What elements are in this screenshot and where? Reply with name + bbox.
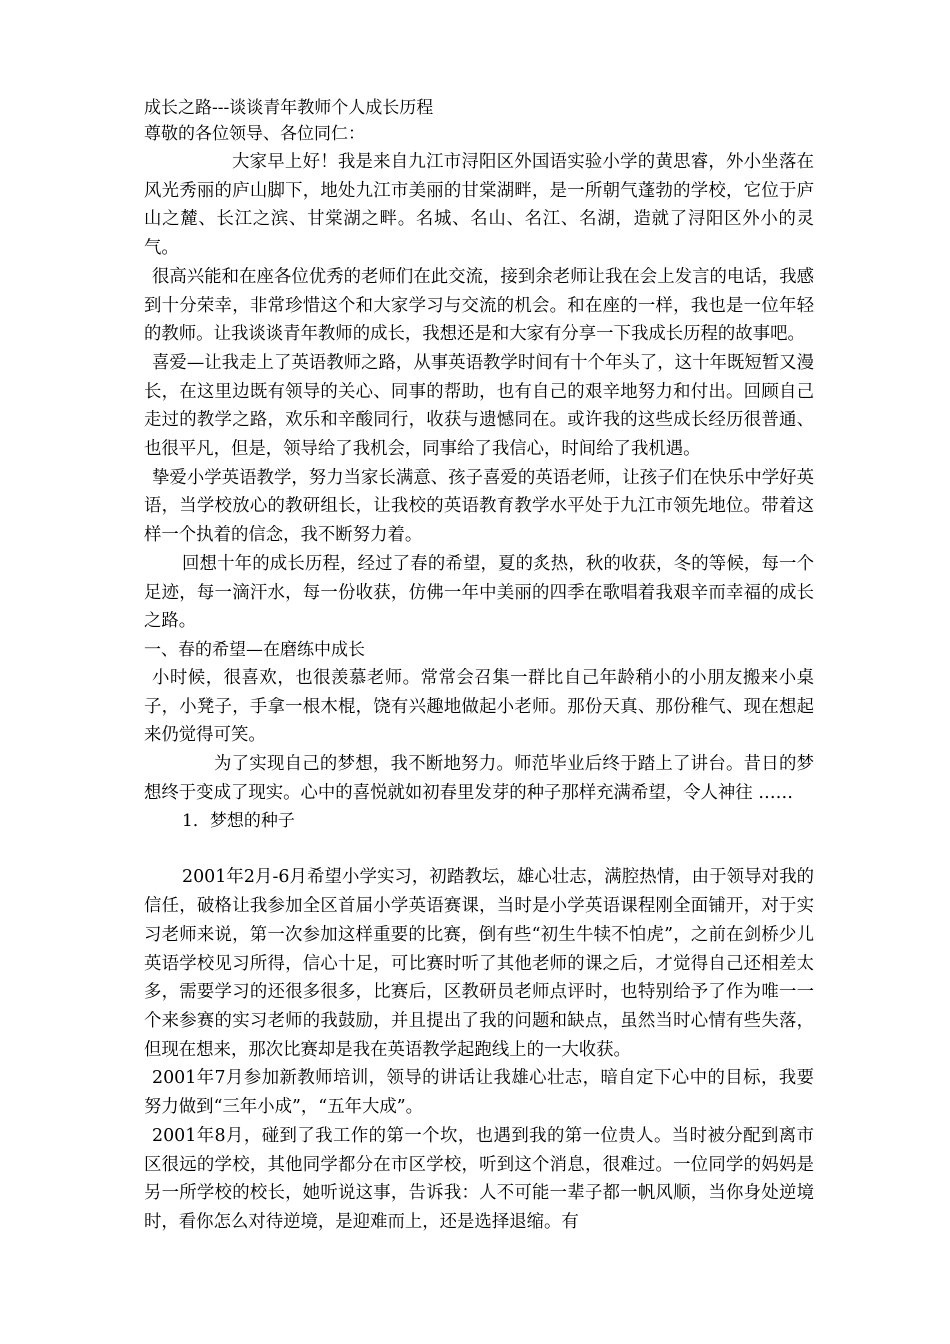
paragraph-recall: 回想十年的成长历程，经过了春的希望，夏的炙热，秋的收获，冬的等候，每一个足迹，每一滴汗水，每一份收获，仿佛一年中美丽的四季在歌唱着我艰辛而幸福的成长之路。 (144, 553, 814, 632)
paragraph-childhood: 小时候，很喜欢，也很羡慕老师。常常会召集一群比自己年龄稍小的小朋友搬来小桌子，小凳子，手拿一根木棍，饶有兴趣地做起小老师。那份天真、那份稚气、现在想起来仍觉得可笑。 (144, 667, 814, 746)
paragraph-internship: 2001年2月-6月希望小学实习，初踏教坛，雄心壮志，满腔热情，由于领导对我的信任，破格让我参加全区首届小学英语赛课，当时是小学英语课程刚全面铺开，对于实习老师来说，第一次参加这样重要的比赛，倒有些“初生牛犊不怕虎”，之前在剑桥少儿英语学校见习所得，信心十足，可比赛时听了其他老师的课之后，才觉得自己还相差太多，需要学习的还很多很多，比赛后，区教研员老师点评时，也特别给予了作为唯一一个来参赛的实习老师的我鼓励，并且提出了我的问题和缺点，虽然当时心情有些失落，但现在想来，那次比赛却是我在英语教学起跑线上的一大收获。 (144, 867, 814, 1060)
paragraph-devotion: 挚爱小学英语教学，努力当家长满意、孩子喜爱的英语老师，让孩子们在快乐中学好英语，当学校放心的教研组长，让我校的英语教育教学水平处于九江市领先地位。带着这样一个执着的信念，我不断努力着。 (144, 467, 814, 546)
paragraph-dream: 为了实现自己的梦想，我不断地努力。师范毕业后终于踏上了讲台。昔日的梦想终于变成了现实。心中的喜悦就如初春里发芽的种子那样充满希望，令人神往 …… (144, 754, 814, 803)
paragraph-training: 2001年7月参加新教师培训，领导的讲话让我雄心壮志，暗自定下心中的目标，我要努力做到“三年小成”，“五年大成”。 (144, 1068, 814, 1118)
paragraph-love: 喜爱—让我走上了英语教师之路，从事英语教学时间有十个年头了，这十年既短暂又漫长，在这里边既有领导的关心、同事的帮助，也有自己的艰辛地努力和付出。回顾自己走过的教学之路，欢乐和辛酸同行，收获与遗憾同在。或许我的这些成长经历很普通、也很平凡，但是，领导给了我机会，同事给了我信心，时间给了我机遇。 (144, 352, 814, 460)
blank-line (144, 835, 814, 863)
document-title: 成长之路---谈谈青年教师个人成长历程 (144, 98, 434, 118)
paragraph-honored: 很高兴能和在座各位优秀的老师们在此交流，接到余老师让我在会上发言的电话，我感到十分荣幸，非常珍惜这个和大家学习与交流的机会。和在座的一样，我也是一位年轻的教师。让我谈谈青年教师的成长，我想还是和大家有分享一下我成长历程的故事吧。 (144, 266, 814, 345)
paragraph-first-obstacle: 2001年8月，碰到了我工作的第一个坎，也遇到我的第一位贵人。当时被分配到离市区很远的学校，其他同学都分在市区学校，听到这个消息，很难过。一位同学的妈妈是另一所学校的校长，她听说这事，告诉我：人不可能一辈子都一帆风顺，当你身处逆境时，看你怎么对待逆境，是迎难而上，还是选择退缩。有 (144, 1125, 814, 1232)
section-heading-spring: 一、春的希望—在磨练中成长 (144, 639, 365, 660)
greeting: 尊敬的各位领导、各位同仁： (144, 124, 365, 144)
document-page (144, 96, 814, 1237)
paragraph-intro: 大家早上好！我是来自九江市浔阳区外国语实验小学的黄思睿，外小坐落在风光秀丽的庐山脚下，地处九江市美丽的甘棠湖畔，是一所朝气蓬勃的学校，它位于庐山之麓、长江之滨、甘棠湖之畔。名城、名山、名江、名湖，造就了浔阳区外小的灵气。 (144, 152, 814, 259)
subheading-dream-seed: 1．梦想的种子 (182, 811, 295, 832)
